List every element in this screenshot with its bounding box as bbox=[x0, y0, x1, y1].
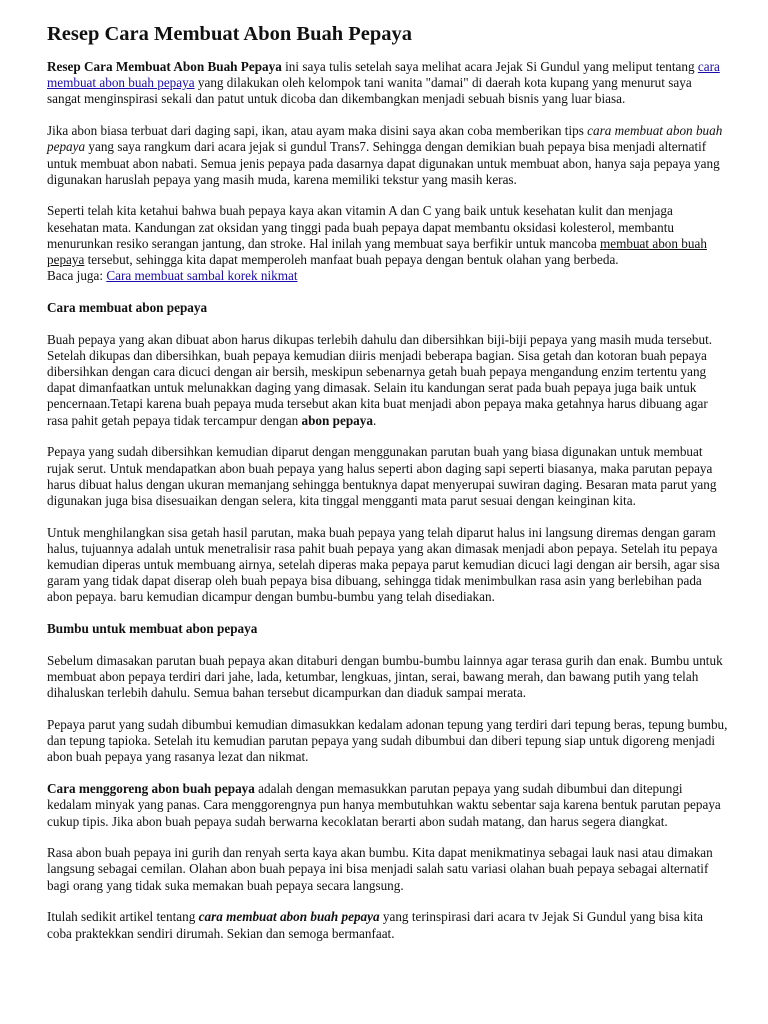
paragraph-3 bbox=[47, 203, 728, 284]
paragraph-2 bbox=[47, 123, 728, 188]
p2-text-2: yang saya rangkum dari acara jejak si gundul Trans7. Sehingga dengan demikian buah pepaya bisa menjadi alternatif untuk membuat abon nabati. Semua jenis pepaya pada dasarnya dapat digunakan untuk membuat abon, hanya saja pepaya yang digunakan haruslah pepaya yang masih muda, karena memiliki tekstur yang masih keras. bbox=[47, 139, 720, 187]
paragraph-8: Pepaya parut yang sudah dibumbui kemudian dimasukkan kedalam adonan tepung yang terdiri dari tepung beras, tepung bumbu, dan tepung tapioka. Setelah itu kemudian parutan pepaya yang sudah dibumbui dan diberi tepung siap untuk digoreng menjadi abon buah pepaya yang rasanya lezat dan nikmat. bbox=[47, 717, 728, 765]
p11-text-2: yang terinspirasi dari acara tv Jejak Si Gundul yang bisa kita coba praktekkan sendiri dirumah. Sekian dan semoga bermanfaat. bbox=[47, 909, 703, 941]
paragraph-11 bbox=[47, 909, 728, 941]
paragraph-9 bbox=[47, 781, 728, 830]
p3-text-1: Seperti telah kita ketahui bahwa buah pepaya kaya akan vitamin A dan C yang baik untuk kesehatan kulit dan menjaga kesehatan mata. Kandungan zat oksidan yang tinggi pada buah pepaya dapat membantu oksidasi kolesterol, membantu menurunkan resiko serangan jantung, dan stroke. Hal inilah yang membuat saya berfikir untuk mancoba bbox=[47, 203, 674, 251]
paragraph-4 bbox=[47, 332, 728, 429]
p2-text-1: Jika abon biasa terbuat dari daging sapi, ikan, atau ayam maka disini saya akan coba memberikan tips bbox=[47, 123, 588, 139]
intro-bold-lead: Resep Cara Membuat Abon Buah Pepaya bbox=[47, 59, 282, 74]
p3-text-2: tersebut, sehingga kita dapat memperoleh manfaat buah pepaya dengan bentuk olahan yang berbeda. bbox=[84, 252, 619, 268]
paragraph-6: Untuk menghilangkan sisa getah hasil parutan, maka buah pepaya yang telah diparut halus ini langsung diremas dengan garam halus, tujuannya adalah untuk menetralisir rasa pahit buah pepaya yang akan dimasak menjadi abon pepaya. Setelah itu pepaya kemudian diperas untuk membuang airnya, setelah diperas maka pepaya parut kemudian dicuci lagi dengan air bersih, agar sisa garam yang tidak dapat diserap oleh buah pepaya bisa dibuang, sehingga tidak menimbulkan rasa asin yang berlebihan pada abon pepaya. baru kemudian dicampur dengan bumbu-bumbu yang telah disediakan. bbox=[47, 524, 720, 605]
paragraph-10: Rasa abon buah pepaya ini gurih dan renyah serta kaya akan bumbu. Kita dapat menikmatinya sebagai lauk nasi atau dimakan langsung sebagai cemilan. Olahan abon buah pepaya ini bisa menjadi salah satu variasi olahan buah pepaya sebagai alternatif bagi orang yang tidak suka memakan buah pepaya secara langsung. bbox=[47, 845, 713, 893]
intro-link[interactable]: cara membuat abon buah pepaya bbox=[47, 59, 720, 91]
intro-text-1: ini saya tulis setelah saya melihat acara Jejak Si Gundul yang meliput tentang bbox=[281, 59, 698, 74]
baca-juga-label: Baca juga: bbox=[47, 268, 107, 284]
p4-bold: abon pepaya bbox=[301, 412, 373, 428]
section-heading-cara: Cara membuat abon pepaya bbox=[47, 299, 208, 315]
paragraph-5: Pepaya yang sudah dibersihkan kemudian diparut dengan menggunakan parutan buah yang biasa digunakan untuk membuat rujak serut. Untuk mendapatkan abon buah pepaya yang halus seperti abon daging sapi seperti biasanya, maka parutan pepaya harus dibuat halus dengan ukuran memanjang sehingga bentuknya dapat menyerupai suwiran daging. Besaran mata parut yang digunakan juga bisa disesuaikan dengan selera, kita tinggal mengganti mata parut sesuai dengan keinginan kita. bbox=[47, 444, 717, 508]
paragraph-7: Sebelum dimasakan parutan buah pepaya akan ditaburi dengan bumbu-bumbu lainnya agar terasa gurih dan enak. Bumbu untuk membuat abon pepaya terdiri dari jahe, lada, ketumbar, lengkuas, jintan, serai, bawang merah, dan bawang putih yang telah dihaluskan terlebih dahulu. Semua bahan tersebut dicampurkan dan diaduk sampai merata. bbox=[47, 652, 723, 701]
p9-text-1: adalah dengan memasukkan parutan pepaya yang sudah dibumbui dan ditepungi kedalam minyak yang panas. Cara menggorengnya pun hanya membutuhkan waktu sebentar saja karena bentuk parutan pepaya cukup tipis. Jika abon buah pepaya sudah berwarna kecoklatan berarti abon sudah matang, dan harus segera diangkat. bbox=[47, 781, 721, 829]
p4-text-2: . bbox=[372, 412, 377, 428]
p9-bold: Cara menggoreng abon buah pepaya bbox=[47, 781, 255, 797]
intro-text-2: yang dilakukan oleh kelompok tani wanita "damai" di daerah kota kupang yang menurut saya sangat menginspirasi sekali dan patut untuk dicoba dan dikembangkan menjadi sebuah bisnis yang luar biasa. bbox=[47, 75, 692, 107]
page-title: Resep Cara Membuat Abon Buah Pepaya bbox=[47, 23, 413, 45]
p3-underline: membuat abon buah pepaya bbox=[47, 235, 707, 268]
p4-text-1: Buah pepaya yang akan dibuat abon harus dikupas terlebih dahulu dan dibersihkan biji-biji pepaya yang masih muda tersebut. Setelah dikupas dan dibersihkan, buah pepaya kemudian diiris menjadi beberapa bagian. Sisa getah dan kotoran buah pepaya dibersihkan dengan cara dicuci dengan air bersih, meskipun sebenarnya getah buah pepaya mengandung enzim tertentu yang dapat dimanfaatkan untuk melunakkan daging yang dimasak. Selain itu kandungan serat pada buah pepaya juga baik untuk pencernaan.Tetapi karena buah pepaya muda tersebut akan kita buat menjadi abon pepaya maka getahnya harus dibuang agar rasa pahit getah pepaya tidak tercampur dengan bbox=[47, 331, 713, 428]
p11-bold-italic: cara membuat abon buah pepaya bbox=[198, 909, 380, 925]
p2-italic: cara membuat abon buah pepaya bbox=[47, 123, 723, 155]
p11-text-1: Itulah sedikit artikel tentang bbox=[47, 909, 199, 925]
baca-juga-link[interactable]: Cara membuat sambal korek nikmat bbox=[106, 268, 298, 284]
section-heading-bumbu: Bumbu untuk membuat abon pepaya bbox=[47, 621, 258, 637]
intro-paragraph bbox=[47, 59, 728, 108]
